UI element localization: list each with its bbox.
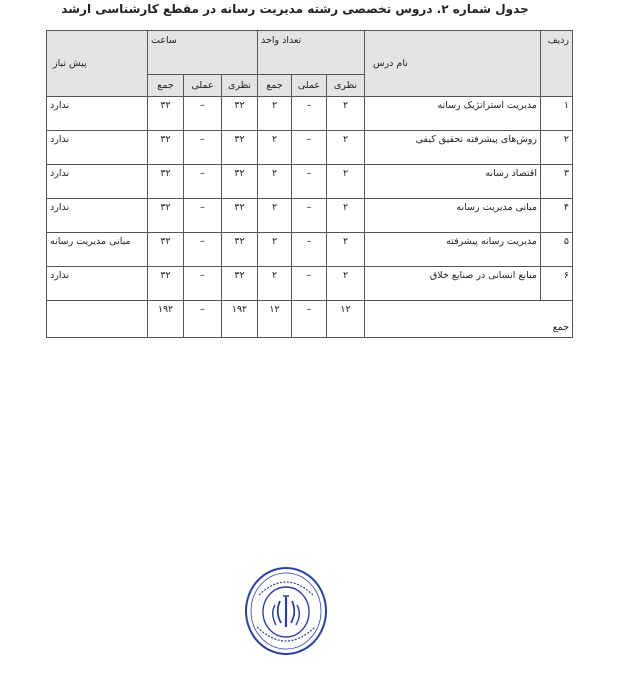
- header-hours: ساعت: [148, 31, 258, 75]
- unit-theory: ۲: [327, 97, 365, 131]
- header-unit-theory: نظری: [327, 75, 365, 97]
- unit-practical: –: [292, 267, 327, 301]
- unit-total: ۲: [258, 199, 292, 233]
- hour-total: ۳۲: [148, 131, 184, 165]
- unit-practical: –: [292, 131, 327, 165]
- hour-practical: –: [184, 97, 222, 131]
- course-name: منابع انسانی در صنایع خلاق: [365, 267, 541, 301]
- header-hour-theory: نظری: [222, 75, 258, 97]
- row-no: ۳: [541, 165, 573, 199]
- header-course-name: نام درس: [365, 31, 541, 97]
- hour-total: ۳۲: [148, 97, 184, 131]
- prereq: ندارد: [47, 131, 148, 165]
- header-unit-practical: عملی: [292, 75, 327, 97]
- hour-theory: ۳۲: [222, 199, 258, 233]
- hour-practical: –: [184, 267, 222, 301]
- unit-theory: ۲: [327, 233, 365, 267]
- totals-row: [47, 301, 573, 338]
- prereq: ندارد: [47, 165, 148, 199]
- header-unit-total: جمع: [258, 75, 292, 97]
- row-no: ۴: [541, 199, 573, 233]
- hour-theory: ۳۲: [222, 267, 258, 301]
- course-name: مبانی مدیریت رسانه: [365, 199, 541, 233]
- hour-practical: –: [184, 199, 222, 233]
- unit-total: ۲: [258, 267, 292, 301]
- table-row: [47, 165, 573, 199]
- hour-practical: –: [184, 131, 222, 165]
- total-hour-total: ۱۹۲: [148, 301, 184, 338]
- unit-total: ۲: [258, 233, 292, 267]
- total-unit-practical: –: [292, 301, 327, 338]
- hour-total: ۳۲: [148, 233, 184, 267]
- table-title: جدول شماره ۲. دروس تخصصی رشته مدیریت رسانه در مقطع کارشناسی ارشد: [61, 2, 529, 16]
- prereq: ندارد: [47, 97, 148, 131]
- hour-theory: ۳۲: [222, 97, 258, 131]
- row-no: ۵: [541, 233, 573, 267]
- prereq: ندارد: [47, 267, 148, 301]
- unit-total: ۲: [258, 165, 292, 199]
- total-prereq: [47, 301, 148, 338]
- header-hour-total: جمع: [148, 75, 184, 97]
- hour-practical: –: [184, 233, 222, 267]
- unit-total: ۲: [258, 97, 292, 131]
- prereq: مبانی مدیریت رسانه: [47, 233, 148, 267]
- table-row: [47, 97, 573, 131]
- hour-total: ۳۲: [148, 199, 184, 233]
- course-name: روش‌های پیشرفته تحقیق کیفی: [365, 131, 541, 165]
- row-no: ۱: [541, 97, 573, 131]
- hour-theory: ۳۲: [222, 233, 258, 267]
- unit-total: ۲: [258, 131, 292, 165]
- course-name: مدیریت رسانه پیشرفته: [365, 233, 541, 267]
- table-row: [47, 131, 573, 165]
- row-no: ۶: [541, 267, 573, 301]
- hour-theory: ۳۲: [222, 165, 258, 199]
- official-seal-stamp: [243, 565, 329, 657]
- unit-theory: ۲: [327, 199, 365, 233]
- total-unit-theory: ۱۲: [327, 301, 365, 338]
- header-units: تعداد واحد: [258, 31, 365, 75]
- hour-total: ۳۲: [148, 267, 184, 301]
- table-row: [47, 267, 573, 301]
- unit-theory: ۲: [327, 267, 365, 301]
- unit-practical: –: [292, 233, 327, 267]
- header-prereq: پیش نیاز: [47, 31, 148, 97]
- courses-table: [46, 30, 573, 338]
- row-no: ۲: [541, 131, 573, 165]
- table-row: [47, 233, 573, 267]
- course-name: اقتصاد رسانه: [365, 165, 541, 199]
- unit-practical: –: [292, 199, 327, 233]
- header-row-no: ردیف: [541, 31, 573, 97]
- hour-total: ۳۲: [148, 165, 184, 199]
- unit-theory: ۲: [327, 165, 365, 199]
- hour-practical: –: [184, 165, 222, 199]
- total-hour-practical: –: [184, 301, 222, 338]
- prereq: ندارد: [47, 199, 148, 233]
- hour-theory: ۳۲: [222, 131, 258, 165]
- total-unit-total: ۱۲: [258, 301, 292, 338]
- unit-practical: –: [292, 165, 327, 199]
- unit-theory: ۲: [327, 131, 365, 165]
- header-hour-practical: عملی: [184, 75, 222, 97]
- totals-label: جمع: [365, 301, 573, 338]
- table-row: [47, 199, 573, 233]
- course-name: مدیریت استراتژیک رسانه: [365, 97, 541, 131]
- unit-practical: –: [292, 97, 327, 131]
- total-hour-theory: ۱۹۲: [222, 301, 258, 338]
